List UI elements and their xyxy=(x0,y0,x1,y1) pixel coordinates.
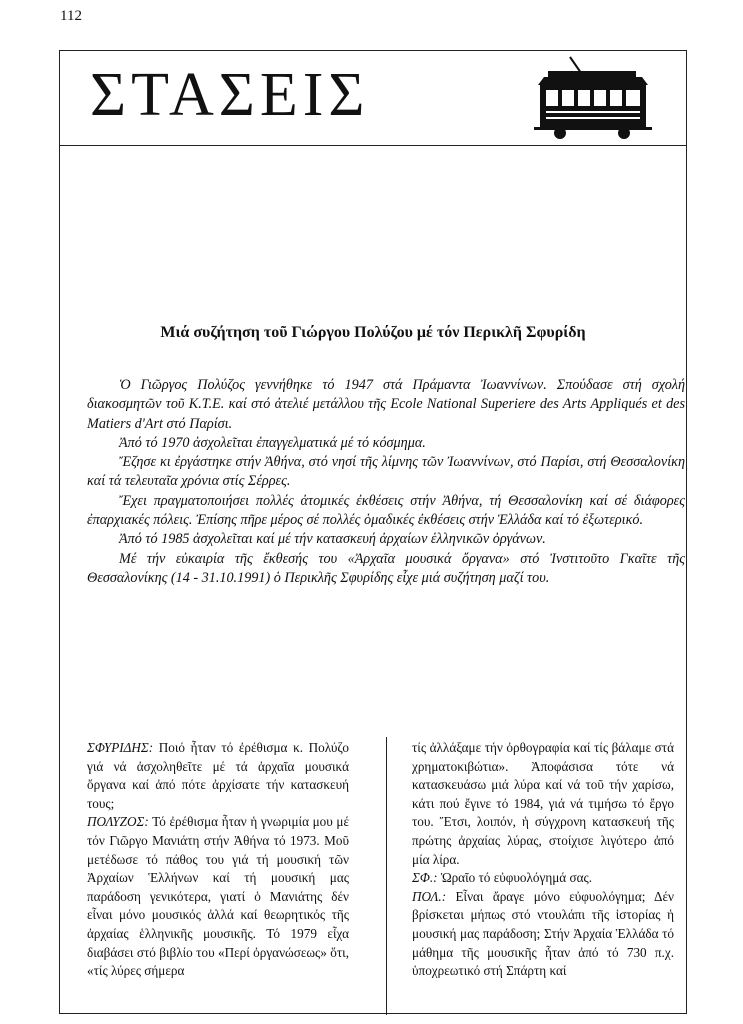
speech-text: Τό ἐρέθισμα ἦταν ἡ γνωριμία μου μέ τόν Γιῶργο Μανιάτη στήν Ἀθήνα τό 1973. Μοῦ μετέδωσε τό πάθος του γιά τή μουσική τῶν Ἀρχαίων Ἑλλήνων καί τή μουσική μας παράδοση γενικότερα, γιατί ὁ Μανιάτης δέν εἶναι μόνο μουσικός ἀλλά καί θεωρητικός τῆς ἀρχαίας ἑλληνικῆς μουσικῆς. Τό 1979 εἶχα διαβάσει στό βιβλίο του «Περί ὀργανώσεως» ὅτι, «τίς λύρες σήμερα xyxy=(87,814,349,979)
interview-turn xyxy=(87,739,349,813)
interview-turn xyxy=(412,888,674,981)
article-subtitle: Μιά συζήτηση τοῦ Γιώργου Πολύζου μέ τόν Περικλῆ Σφυρίδη xyxy=(160,324,586,341)
speaker-label: ΠΟΛΥΖΟΣ: xyxy=(87,814,149,830)
intro-paragraph: Ἀπό τό 1970 ἀσχολεῖται ἐπαγγελματικά μέ τό κόσμημα. xyxy=(119,434,426,451)
column-divider xyxy=(386,737,387,1015)
interview-turn xyxy=(412,869,674,888)
speaker-label: ΠΟΛ.: xyxy=(412,888,447,904)
intro-paragraph: Μέ τήν εὐκαιρία τῆς ἔκθεσής του «Ἀρχαῖα μουσικά ὄργανα» στό Ἰνστιτοῦτο Γκαῖτε τῆς Θεσσαλονίκης (14 - 31.10.1991) ὁ Περικλῆς Σφυρίδης εἶχε μιά συζήτηση μαζί του. xyxy=(87,550,685,586)
interview-right-column xyxy=(412,739,674,981)
speaker-label: ΣΦ.: xyxy=(412,870,438,886)
article-frame xyxy=(59,50,687,1014)
page-number: 112 xyxy=(60,8,82,24)
intro-paragraph: Ἔζησε κι ἐργάστηκε στήν Ἀθήνα, στό νησί τῆς λίμνης τῶν Ἰωαννίνων, στό Παρίσι, στή Θεσσαλονίκη καί τά τελευταῖα χρόνια στίς Σέρρες. xyxy=(87,454,685,490)
speaker-label: ΣΦΥΡΙΔΗΣ: xyxy=(87,740,154,755)
intro-paragraph: Ἀπό τό 1985 ἀσχολεῖται καί μέ τήν κατασκευή ἀρχαίων ἑλληνικῶν ὀργάνων. xyxy=(119,531,546,548)
interview-turn xyxy=(412,739,674,869)
speech-text: Εἶναι ἄραγε μόνο εὐφυολόγημα; Δέν βρίσκεται μήπως στό ντουλάπι τῆς ἱστορίας ἡ μουσική μας παράδοση; Στήν Ἀρχαία Ἑλλάδα τό μάθημα τῆς μουσικῆς ἦταν ἀπό τό 730 π.χ. ὑποχρεωτικό στή Σπάρτη καί xyxy=(412,888,674,979)
intro-paragraph: Ἔχει πραγματοποιήσει πολλές ἀτομικές ἐκθέσεις στήν Ἀθήνα, τή Θεσσαλονίκη καί σέ διάφορες ἐπαρχιακές πόλεις. Ἐπίσης πῆρε μέρος σέ πολλές ὁμαδικές ἐκθέσεις στήν Ἑλλάδα καί τό ἐξωτερικό. xyxy=(87,492,685,529)
interview-turn xyxy=(87,813,349,980)
speech-text: Ὡραῖο τό εὐφυολόγημά σας. xyxy=(437,870,593,886)
intro-paragraph: Ὁ Γιῶργος Πολύζος γεννήθηκε τό 1947 στά Πράμαντα Ἰωαννίνων. Σπούδασε στή σχολή διακοσμητῶν τοῦ Κ.Τ.Ε. καί στό ἀτελιέ μετάλλου τῆς Ecole National Superiere des Arts Appliqués et des Matiers d'Art στό Παρίσι. xyxy=(87,377,685,432)
section-title: ΣΤΑΣΕΙΣ xyxy=(90,61,370,129)
speech-text: Ποιό ἦταν τό ἐρέθισμα κ. Πολύζο γιά νά ἀσχοληθεῖτε μέ τά ἀρχαῖα μουσικά ὄργανα καί ἀπό πότε ἀρχίσατε τήν κατασκευή τους; xyxy=(87,740,349,811)
intro-block xyxy=(87,376,685,588)
masthead-bar xyxy=(60,51,686,146)
speech-text: τίς ἀλλάξαμε τήν ὀρθογραφία καί τίς βάλαμε στά χρηματοκιβώτια». Ἀποφάσισα τότε νά κατασκευάσω μιά λύρα καί νά τοῦ τήν χαρίσω, κάτι πού ἔγινε τό 1984, γιά νά τιμήσω τό ἔργο του. Ἔτσι, λοιπόν, ἡ σύγχρονη κατασκευή τῆς πρώτης ἀρχαίας λύρας, στοίχισε λιγότερο ἀπό μία λίρα. xyxy=(412,740,674,867)
tram-icon xyxy=(530,55,655,141)
interview-left-column xyxy=(87,739,349,981)
